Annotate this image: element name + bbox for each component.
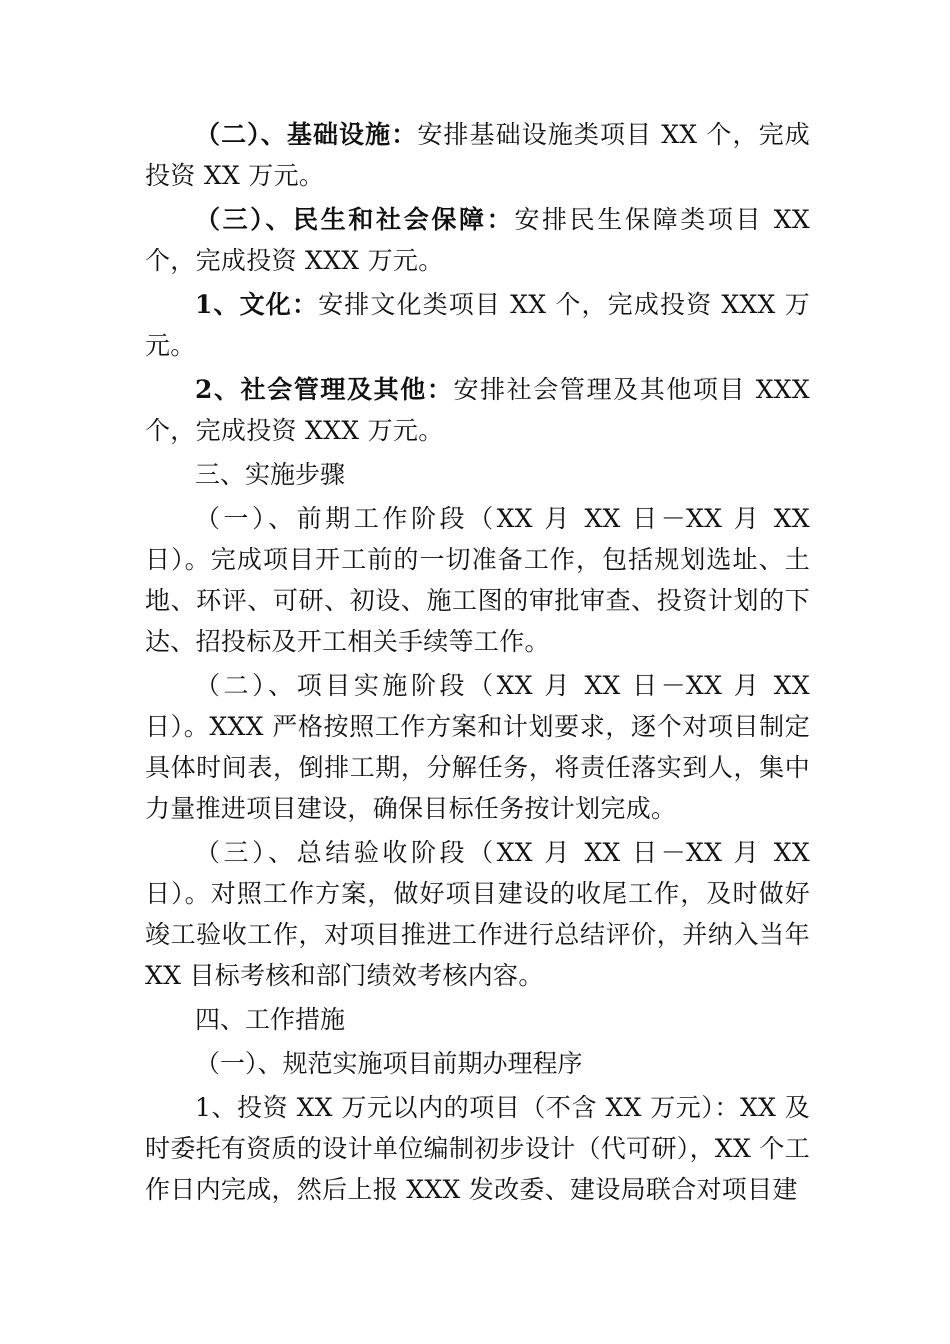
paragraph-lead: 1、文化： — [195, 290, 319, 319]
paragraph-infrastructure — [145, 114, 810, 196]
paragraph-text: 安排民生保障类项目 XX 个，完成投资 XXX 万元。 — [145, 205, 810, 275]
paragraph-text: 安排基础设施类项目 XX 个，完成投资 XX 万元。 — [145, 120, 810, 190]
paragraph-lead: （二）、基础设施： — [195, 120, 418, 149]
paragraph-investment-rule: 1、投资 XX 万元以内的项目（不含 XX 万元）：XX 及时委托有资质的设计单位编制初步设计（代可研），XX 个工作日内完成，然后上报 XXX 发改委、建设局联合对项目建 — [145, 1093, 810, 1204]
section-heading-work-measures: 四、工作措施 — [195, 1005, 346, 1034]
paragraph-implementation-stage: （二）、项目实施阶段（XX 月 XX 日－XX 月 XX 日）。XXX 严格按照工作方案和计划要求，逐个对项目制定具体时间表，倒排工期，分解任务，将责任落实到人，集中力量推进项目建设，确保目标任务按计划完成。 — [145, 671, 810, 823]
paragraph-text: 安排社会管理及其他项目 XXX 个，完成投资 XXX 万元。 — [145, 375, 810, 445]
paragraph-text: 安排文化类项目 XX 个，完成投资 XXX 万元。 — [145, 290, 810, 360]
paragraph-acceptance-stage: （三）、总结验收阶段（XX 月 XX 日－XX 月 XX 日）。对照工作方案，做好项目建设的收尾工作，及时做好竣工验收工作，对项目推进工作进行总结评价，并纳入当年 XX 目标考核和部门绩效考核内容。 — [145, 838, 810, 990]
paragraph-social-security — [145, 199, 810, 281]
paragraph-preliminary-stage: （一）、前期工作阶段（XX 月 XX 日－XX 月 XX 日）。完成项目开工前的一切准备工作，包括规划选址、土地、环评、可研、初设、施工图的审批审查、投资计划的下达、招投标及开工相关手续等工作。 — [145, 504, 810, 656]
document-body — [145, 114, 810, 1213]
paragraph-lead: （三）、民生和社会保障： — [195, 205, 515, 234]
paragraph-social-management — [145, 369, 810, 451]
subsection-heading-procedures: （一）、规范实施项目前期办理程序 — [195, 1049, 583, 1078]
paragraph-culture — [145, 284, 810, 366]
section-heading-implementation-steps: 三、实施步骤 — [195, 460, 346, 489]
paragraph-lead: 2、社会管理及其他： — [195, 375, 454, 404]
